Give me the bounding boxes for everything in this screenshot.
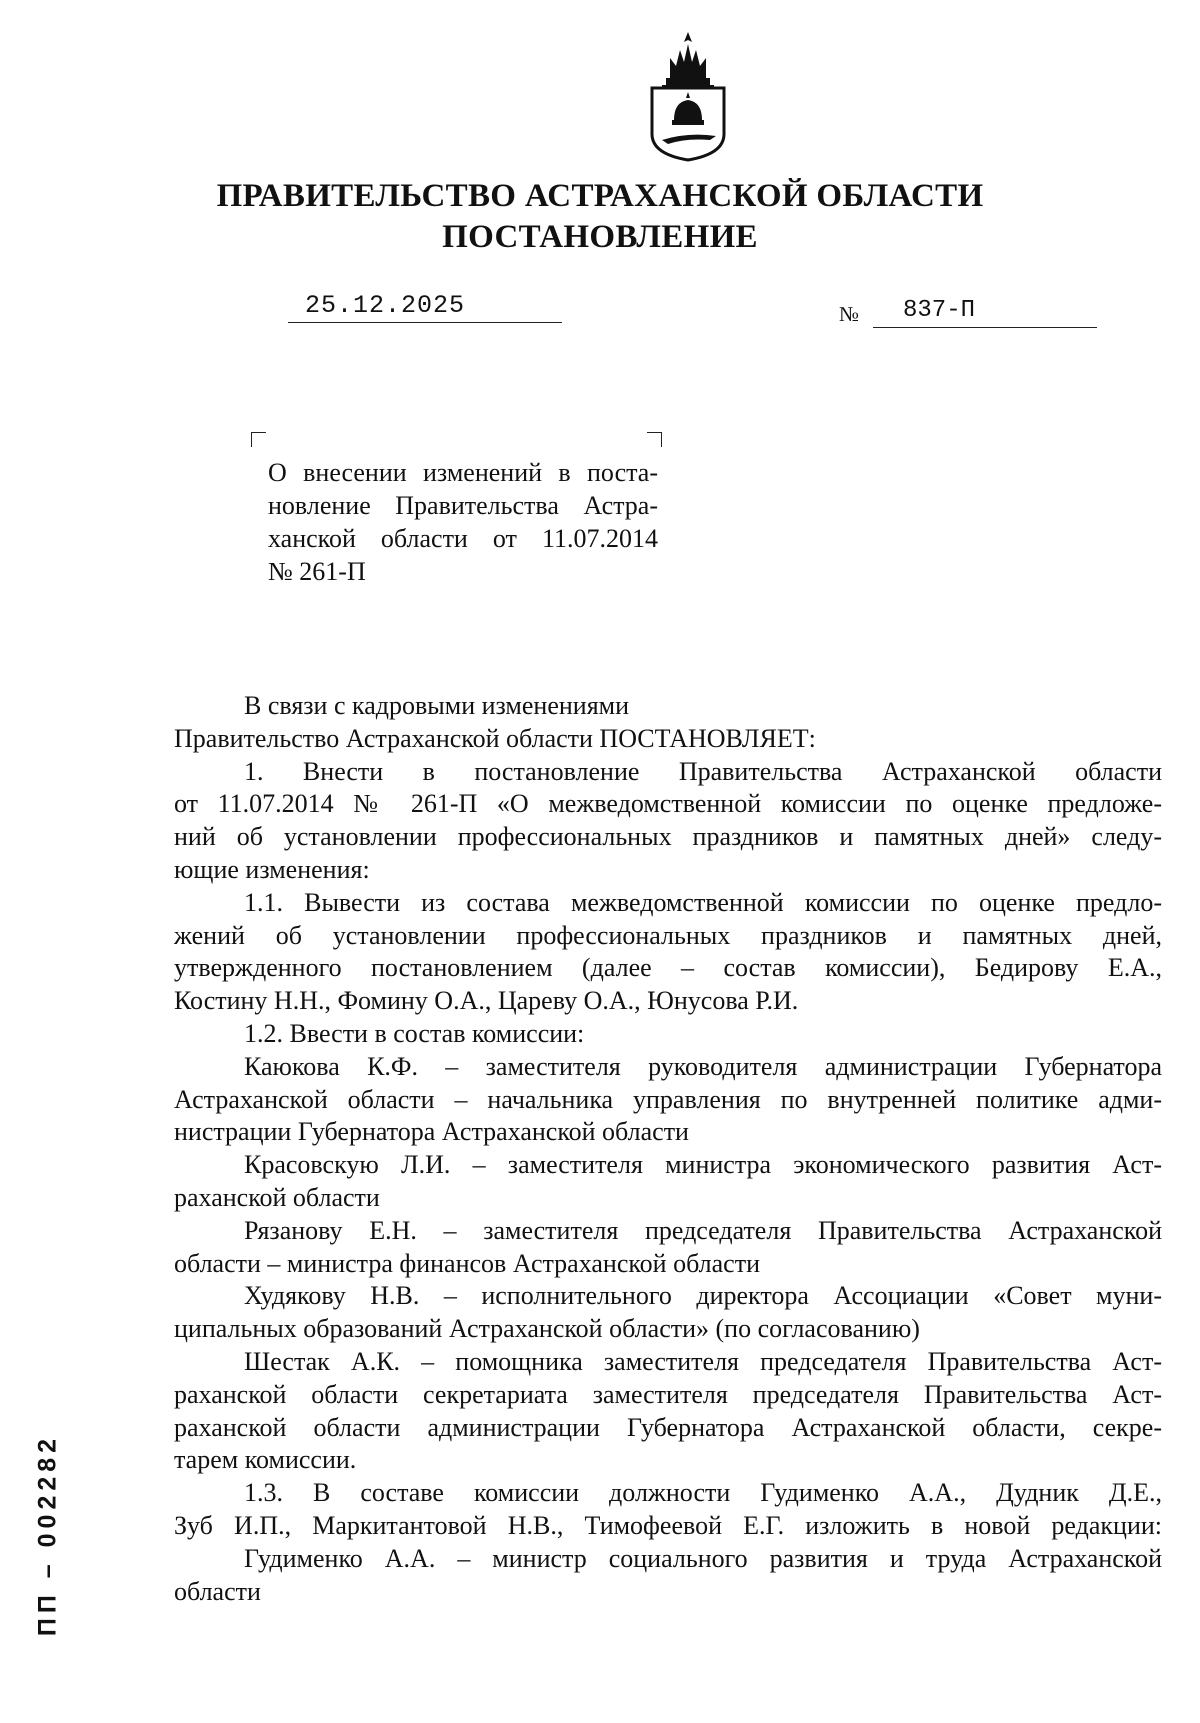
body-line: области [174, 1576, 261, 1606]
body-line: тарем комиссии. [174, 1445, 357, 1475]
body-line: ципальных образований Астраханской области» (по согласованию) [174, 1314, 920, 1344]
body-line: Шестак А.К. – помощника заместителя председателя Правительства Аст- [244, 1346, 1162, 1376]
body-line: 1.1. Вывести из состава межведомственной комиссии по оценке предло- [244, 887, 1162, 917]
body-line: жений об установлении профессиональных праздников и памятных дней, [174, 920, 1162, 950]
body-line: раханской области секретариата заместителя председателя Правительства Аст- [174, 1379, 1162, 1409]
body-line: нистрации Губернатора Астраханской области [174, 1117, 689, 1147]
serial-number-text: ПП – 002282 [33, 1433, 62, 1637]
body-line: В связи с кадровыми изменениями [244, 691, 630, 720]
body-line: области – министра финансов Астраханской области [174, 1248, 760, 1278]
body-line: Худякову Н.В. – исполнительного директора Ассоциации «Совет муни- [244, 1281, 1162, 1311]
body-line: 1.2. Ввести в состав комиссии: [244, 1018, 585, 1048]
body-line: Рязанову Е.Н. – заместителя председателя Правительства Астраханской [244, 1215, 1162, 1245]
document-number: 837-П [903, 297, 976, 324]
document-type: ПОСТАНОВЛЕНИЕ [442, 219, 758, 255]
body-line: 1.3. В составе комиссии должности Гудименко А.А., Дудник Д.Е., [244, 1478, 1162, 1508]
body-line: раханской области [174, 1182, 380, 1212]
document-subject [268, 456, 658, 588]
body-line: 1. Внести в постановление Правительства Астраханской области [244, 756, 1162, 786]
organization-name: ПРАВИТЕЛЬСТВО АСТРАХАНСКОЙ ОБЛАСТИ [216, 178, 984, 214]
body-line: Каюкова К.Ф. – заместителя руководителя администрации Губернатора [244, 1051, 1162, 1081]
number-sign: № [839, 302, 860, 326]
document-date: 25.12.2025 [304, 291, 466, 320]
document-date-field [288, 290, 562, 323]
side-serial-number [28, 1420, 68, 1650]
body-line: ющие изменения: [174, 854, 370, 884]
body-line: от 11.07.2014 № 261-П «О межведомственной комиссии по оценке предложе- [174, 789, 1162, 819]
document-number-field [873, 295, 1097, 328]
subject-bracket-right [647, 432, 662, 447]
body-line: Правительство Астраханской области ПОСТАНОВЛЯЕТ: [174, 723, 816, 753]
subject-line: новление Правительства Астра- [268, 491, 658, 520]
subject-line: ханской области от 11.07.2014 [268, 524, 658, 553]
body-line: Костину Н.Н., Фомину О.А., Цареву О.А., Юнусова Р.И. [174, 986, 799, 1016]
subject-line: № 261-П [268, 557, 366, 586]
subject-bracket-left [251, 432, 266, 447]
body-line: Зуб И.П., Маркитантовой Н.В., Тимофеевой Е.Г. изложить в новой редакции: [174, 1510, 1162, 1540]
subject-line: О внесении изменений в поста- [268, 458, 658, 487]
body-line: ний об установлении профессиональных праздников и памятных дней» следу- [174, 822, 1162, 852]
body-line: Красовскую Л.И. – заместителя министра экономического развития Аст- [244, 1150, 1162, 1180]
body-line: раханской области администрации Губернатора Астраханской области, секре- [174, 1412, 1162, 1442]
body-line: утвержденного постановлением (далее – состав комиссии), Бедирову Е.А., [174, 953, 1162, 983]
document-body [174, 690, 1162, 1608]
coat-of-arms-emblem [640, 28, 736, 164]
document-header [0, 176, 1200, 258]
body-line: Гудименко А.А. – министр социального развития и труда Астраханской [244, 1543, 1162, 1573]
body-line: Астраханской области – начальника управления по внутренней политике адми- [174, 1084, 1162, 1114]
